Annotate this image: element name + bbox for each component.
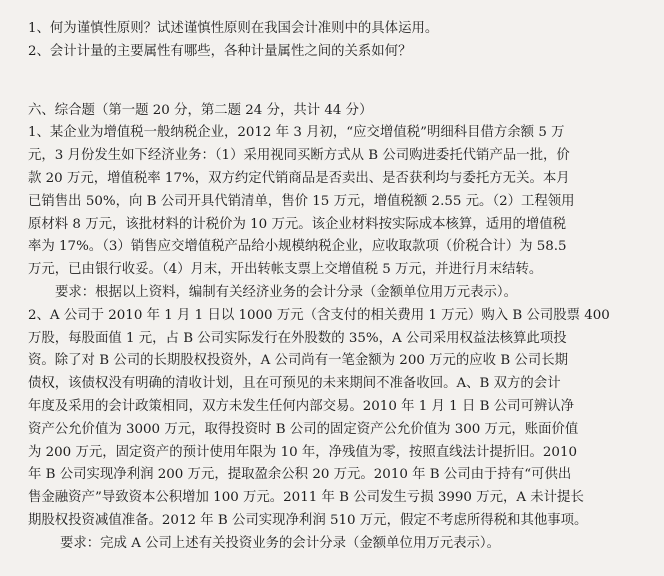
problem-2-line: 万股，每股面值 1 元，占 B 公司实际发行在外股数的 35%，A 公司采用权益法核算此项投 (28, 330, 567, 346)
problem-2-line: 年 B 公司实现净利润 200 万元，提取盈余公积 20 万元。2010 年 B 公司由于持有“可供出 (28, 467, 572, 483)
problem-1-line: 元，3 月份发生如下经济业务：（1）采用视同买断方式从 B 公司购进委托代销产品一批，价 (28, 148, 570, 164)
problem-2-line: 资。除了对 B 公司的长期股权投资外，A 公司尚有一笔金额为 200 万元的应收 B 公司长期 (28, 353, 568, 369)
problem-2-line: 售金融资产”导致资本公积增加 100 万元。2011 年 B 公司发生亏损 3990 万元，A 未计提长 (28, 490, 584, 506)
problem-1-line: 率为 17%。（3）销售应交增值税产品给小规模纳税企业，应收取款项（价税合计）为 58.5 (28, 239, 567, 255)
problem-1-line: 款 20 万元，增值税率 17%，双方约定代销商品是否卖出、是否获利均与委托方无关。本月 (28, 170, 570, 186)
problem-2-line: 为 200 万元，固定资产的预计使用年限为 10 年，净残值为零，按照直线法计提折旧。2010 (28, 444, 577, 460)
problem-2-line: 资产公允价值为 3000 万元，取得投资时 B 公司的固定资产公允价值为 300 万元，账面价值 (28, 421, 579, 437)
problem-1-line: 已销售出 50%，向 B 公司开具代销清单，售价 15 万元，增值税额 2.55 元。（2）工程领用 (28, 193, 575, 209)
problem-2-line: 债权，该债权没有明确的清收计划，且在可预见的未来期间不准备收回。A、B 双方的会计 (28, 376, 561, 392)
question-1: 1、何为谨慎性原则？试述谨慎性原则在我国会计准则中的具体运用。 (28, 21, 439, 36)
problem-1-line: 万元，已由银行收妥。（4）月末，开出转帐支票上交增值税 5 万元，并进行月末结转。 (28, 262, 543, 278)
problem-1-line: 原材料 8 万元，该批材料的计税价为 10 万元。该企业材料按实际成本核算，适用的增值税 (28, 216, 567, 232)
problem-2-line: 期股权投资减值准备。2012 年 B 公司实现净利润 510 万元，假定不考虑所得税和其他事项。 (28, 512, 588, 528)
problem-2 (28, 305, 648, 556)
problem-1-line: 1、某企业为增值税一般纳税企业，2012 年 3 月初，“应交增值税”明细科目借方余额 5 万 (28, 125, 565, 141)
section-heading: 六、综合题（第一题 20 分，第二题 24 分，共计 44 分） (28, 102, 373, 118)
question-2: 2、会计计量的主要属性有哪些，各种计量属性之间的关系如何？ (28, 43, 412, 59)
problem-2-line: 年度及采用的会计政策相同，双方未发生任何内部交易。2010 年 1 月 1 日 B 公司可辨认净 (28, 398, 575, 414)
problem-2-line: 2、A 公司于 2010 年 1 月 1 日以 1000 万元（含支付的相关费用 1 万元）购入 B 公司股票 400 (28, 307, 610, 323)
problem-1-requirement: 要求：根据以上资料，编制有关经济业务的会计分录（金额单位用万元表示）。 (55, 284, 517, 300)
problem-1 (28, 122, 648, 304)
problem-2-requirement: 要求：完成 A 公司上述有关投资业务的会计分录（金额单位用万元表示）。 (60, 535, 500, 551)
spacer (28, 64, 648, 100)
